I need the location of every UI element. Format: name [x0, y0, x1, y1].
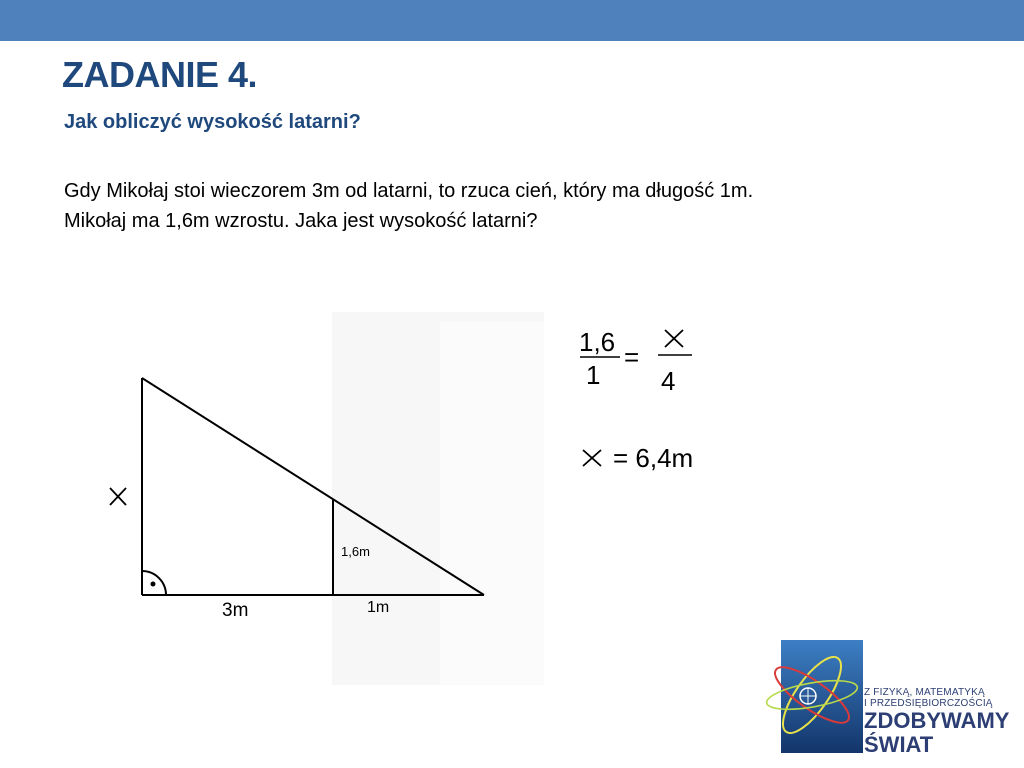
logo-icon [765, 640, 863, 753]
fraction-right-numerator-x [665, 330, 683, 347]
right-angle-icon [142, 571, 166, 595]
x-label [110, 488, 126, 505]
logo-text [864, 687, 1024, 757]
result-value: = 6,4m [613, 443, 694, 473]
result-equation [583, 443, 693, 473]
problem-line-1: Gdy Mikołaj stoi wieczorem 3m od latarni, to rzuca cień, który ma długość 1m. [64, 180, 754, 202]
proportion-equation [579, 327, 692, 396]
base-label-3m: 3m [222, 600, 249, 621]
logo-line-3: ZDOBYWAMY [864, 708, 1010, 733]
fraction-left-denominator: 1 [586, 360, 601, 390]
logo-line-4: ŚWIAT [864, 732, 934, 757]
base-label-1m: 1m [367, 599, 390, 616]
fraction-left-numerator: 1,6 [579, 327, 616, 357]
height-label: 1,6m [341, 544, 370, 559]
problem-line-2: Mikołaj ma 1,6m wzrostu. Jaka jest wysokość latarni? [64, 210, 538, 232]
logo-line-2: I PRZEDSIĘBIORCZOŚCIĄ [864, 698, 993, 709]
slide-title: ZADANIE 4. [62, 54, 258, 95]
question-subtitle: Jak obliczyć wysokość latarni? [64, 111, 361, 133]
equals-sign: = [624, 342, 640, 372]
logo-line-1: Z FIZYKĄ, MATEMATYKĄ [864, 687, 985, 698]
fraction-right-denominator: 4 [661, 366, 676, 396]
